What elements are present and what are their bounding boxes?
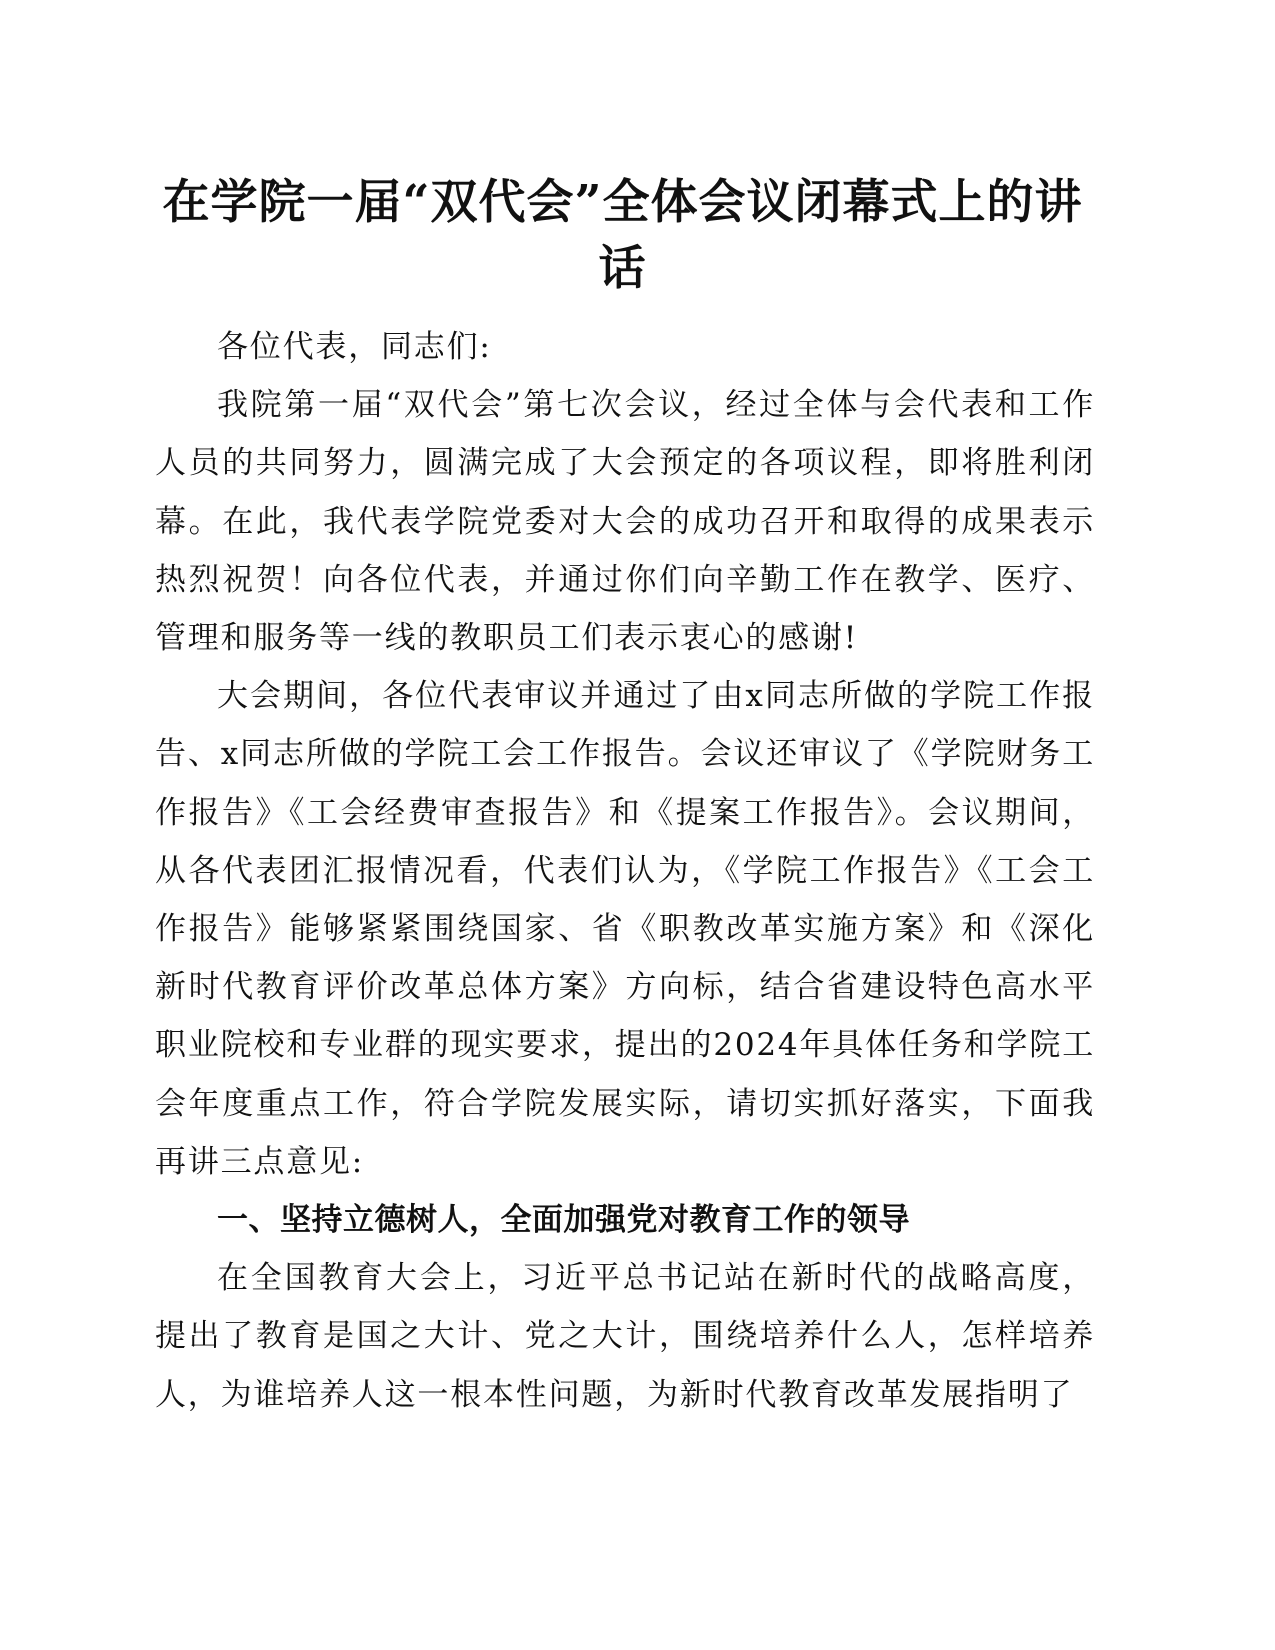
document-body	[155, 318, 1095, 1424]
body-paragraph: 我院第一届“双代会”第七次会议，经过全体与会代表和工作人员的共同努力，圆满完成了大会预定的各项议程，即将胜利闭幕。在此，我代表学院党委对大会的成功召开和取得的成果表示热烈祝贺！向各位代表，并通过你们向辛勤工作在教学、医疗、管理和服务等一线的教职员工们表示衷心的感谢!	[155, 387, 1095, 657]
salutation: 各位代表，同志们:	[217, 329, 492, 365]
body-paragraph: 在全国教育大会上，习近平总书记站在新时代的战略高度，提出了教育是国之大计、党之大计，围绕培养什么人，怎样培养人，为谁培养人这一根本性问题，为新时代教育改革发展指明了	[155, 1260, 1095, 1413]
document-title: 在学院一届“双代会”全体会议闭幕式上的讲话	[162, 175, 1083, 296]
section-heading: 一、坚持立德树人，全面加强党对教育工作的领导	[217, 1202, 910, 1239]
body-paragraph: 大会期间，各位代表审议并通过了由x同志所做的学院工作报告、x同志所做的学院工会工作报告。会议还审议了《学院财务工作报告》《工会经费审查报告》和《提案工作报告》。会议期间，从各代表团汇报情况看，代表们认为，《学院工作报告》《工会工作报告》能够紧紧围绕国家、省《职教改革实施方案》和《深化新时代教育评价改革总体方案》方向标，结合省建设特色高水平职业院校和专业群的现实要求，提出的2024年具体任务和学院工会年度重点工作，符合学院发展实际，请切实抓好落实，下面我再讲三点意见:	[155, 678, 1095, 1180]
